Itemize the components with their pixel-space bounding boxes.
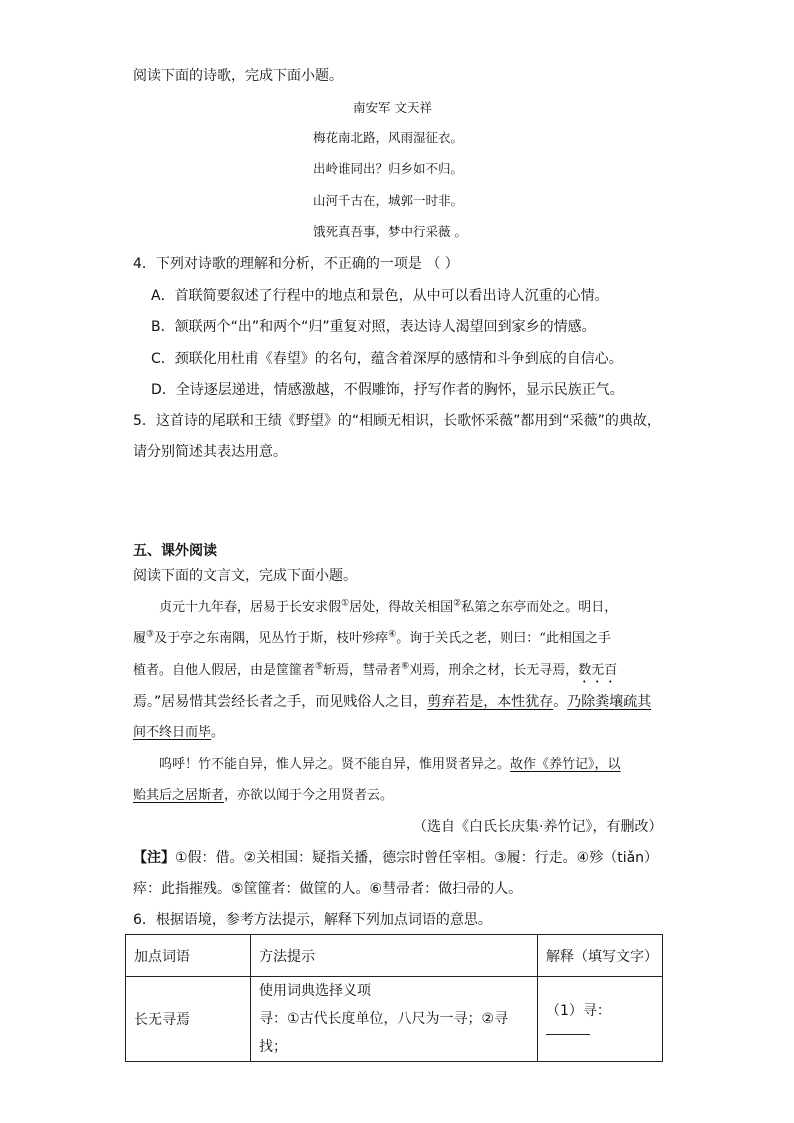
text: 。 [211, 725, 225, 740]
footnote-2: ② [453, 598, 462, 609]
text: 斩焉，彗帚者 [323, 663, 402, 678]
poem-title: 南安军 文天祥 [353, 100, 432, 115]
text: 履 [133, 631, 147, 646]
dotted-word: 数无百 [578, 663, 618, 678]
notes-line-2: 瘁：此指摧残。⑤筐篚者：做筐的人。⑥彗帚者：做扫帚的人。 [133, 881, 523, 897]
notes-label: 【注】 [133, 850, 175, 866]
passage-line-5 [133, 723, 794, 743]
answer-label: （1）寻： [546, 1002, 611, 1019]
table-cell-answer [538, 977, 663, 1062]
question-5-line-2: 请分别简述其表达用意。 [133, 444, 287, 460]
table-header-row [126, 935, 663, 977]
notes-line-1 [133, 848, 794, 868]
answer-blank[interactable] [546, 1020, 590, 1035]
question-6-stem: 6．根据语境，参考方法提示，解释下列加点词语的意思。 [133, 912, 492, 928]
question-5-line-1: 5．这首诗的尾联和王绩《野望》的“相顾无相识，长歌怀采薇”都用到“采薇”的典故， [133, 413, 661, 429]
text: 居处，得故关相国 [349, 600, 454, 615]
text: 及于亭之东南隅，见丛竹于斯，枝叶殄瘁 [154, 631, 389, 646]
table-row [126, 977, 663, 1062]
passage-line-4 [133, 692, 794, 712]
text: 私第之东亭而处之。明日， [461, 600, 618, 615]
text: 植者。自他人假居，由是筐篚者 [133, 663, 316, 678]
passage-line-3 [133, 661, 794, 686]
question-4-stem: 4．下列对诗歌的理解和分析，不正确的一项是 （ ） [133, 256, 459, 272]
poem-instructions: 阅读下面的诗歌，完成下面小题。 [133, 68, 343, 84]
table-header: 加点词语 [126, 935, 251, 977]
text: 刈焉，刑余之材，长无寻焉， [409, 663, 579, 678]
vocabulary-table [125, 934, 663, 1062]
text: 。 [553, 694, 568, 710]
section-heading: 五、课外阅读 [133, 543, 217, 559]
poem-line-1: 梅花南北路，风雨湿征衣。 [313, 130, 464, 145]
footnote-4: ④ [388, 629, 397, 640]
passage-line-2 [133, 629, 794, 649]
text: 贞元十九年春，居易于长安求假 [159, 600, 342, 615]
poem-line-4: 饿死真吾事，梦中行采薇 。 [313, 224, 467, 239]
footnote-5: ⑤ [315, 661, 324, 672]
question-4-option-c: C．颈联化用杜甫《春望》的名句，蕴含着深厚的感情和斗争到底的自信心。 [151, 351, 623, 367]
underlined-sentence-2: 乃除粪壤疏其 [567, 694, 652, 710]
table-header: 方法提示 [251, 935, 538, 977]
text: 呜呼！竹不能自异，惟人异之。贤不能自异，惟用贤者异之。 [159, 757, 511, 772]
underlined-sentence-3-cont: 贻其后之居斯者 [133, 788, 225, 803]
footnote-3: ③ [146, 629, 155, 640]
footnote-1: ① [341, 598, 350, 609]
hint-options: 寻：①古代长度单位，八尺为一寻；②寻找； [259, 1011, 509, 1055]
passage-line-1 [159, 598, 794, 618]
underlined-sentence-2-cont: 间不终日而毕 [133, 725, 212, 740]
hint-title: 使用词典选择义项 [259, 983, 371, 999]
underlined-sentence-3: 故作《养竹记》，以 [510, 757, 621, 772]
table-cell-word: 长无寻焉 [126, 977, 251, 1062]
text: ①假：借。②关相国：疑指关播，德宗时曾任宰相。③履：行走。④殄（tiǎn） [175, 850, 659, 866]
passage-instructions: 阅读下面的文言文，完成下面小题。 [133, 568, 357, 584]
text: 焉。”居易惜其尝经长者之手，而见贱俗人之目， [133, 694, 428, 710]
question-4-option-d: D．全诗逐层递进，情感激越，不假雕饰，抒写作者的胸怀，显示民族正气。 [151, 382, 624, 398]
footnote-6: ⑥ [401, 661, 410, 672]
poem-line-2: 出岭谁同出？归乡如不归。 [313, 161, 464, 176]
table-header: 解释（填写文字） [538, 935, 663, 977]
table-cell-hint [251, 977, 538, 1062]
question-4-option-a: A．首联简要叙述了行程中的地点和景色，从中可以看出诗人沉重的心情。 [151, 288, 609, 304]
text: 。询于关氏之老，则曰：“此相国之手 [396, 631, 611, 646]
question-4-option-b: B．颔联两个“出”和两个“归”重复对照，表达诗人渴望回到家乡的情感。 [151, 319, 596, 335]
passage-line-6 [159, 755, 794, 775]
underlined-sentence-1: 剪弃若是，本性犹存 [427, 694, 554, 710]
poem-line-3: 山河千古在，城郭一时非。 [313, 193, 464, 208]
text: ，亦欲以闻于今之用贤者云。 [224, 788, 394, 803]
passage-line-7 [133, 786, 794, 806]
passage-source: （选自《白氏长庆集·养竹记》，有删改） [413, 819, 663, 835]
